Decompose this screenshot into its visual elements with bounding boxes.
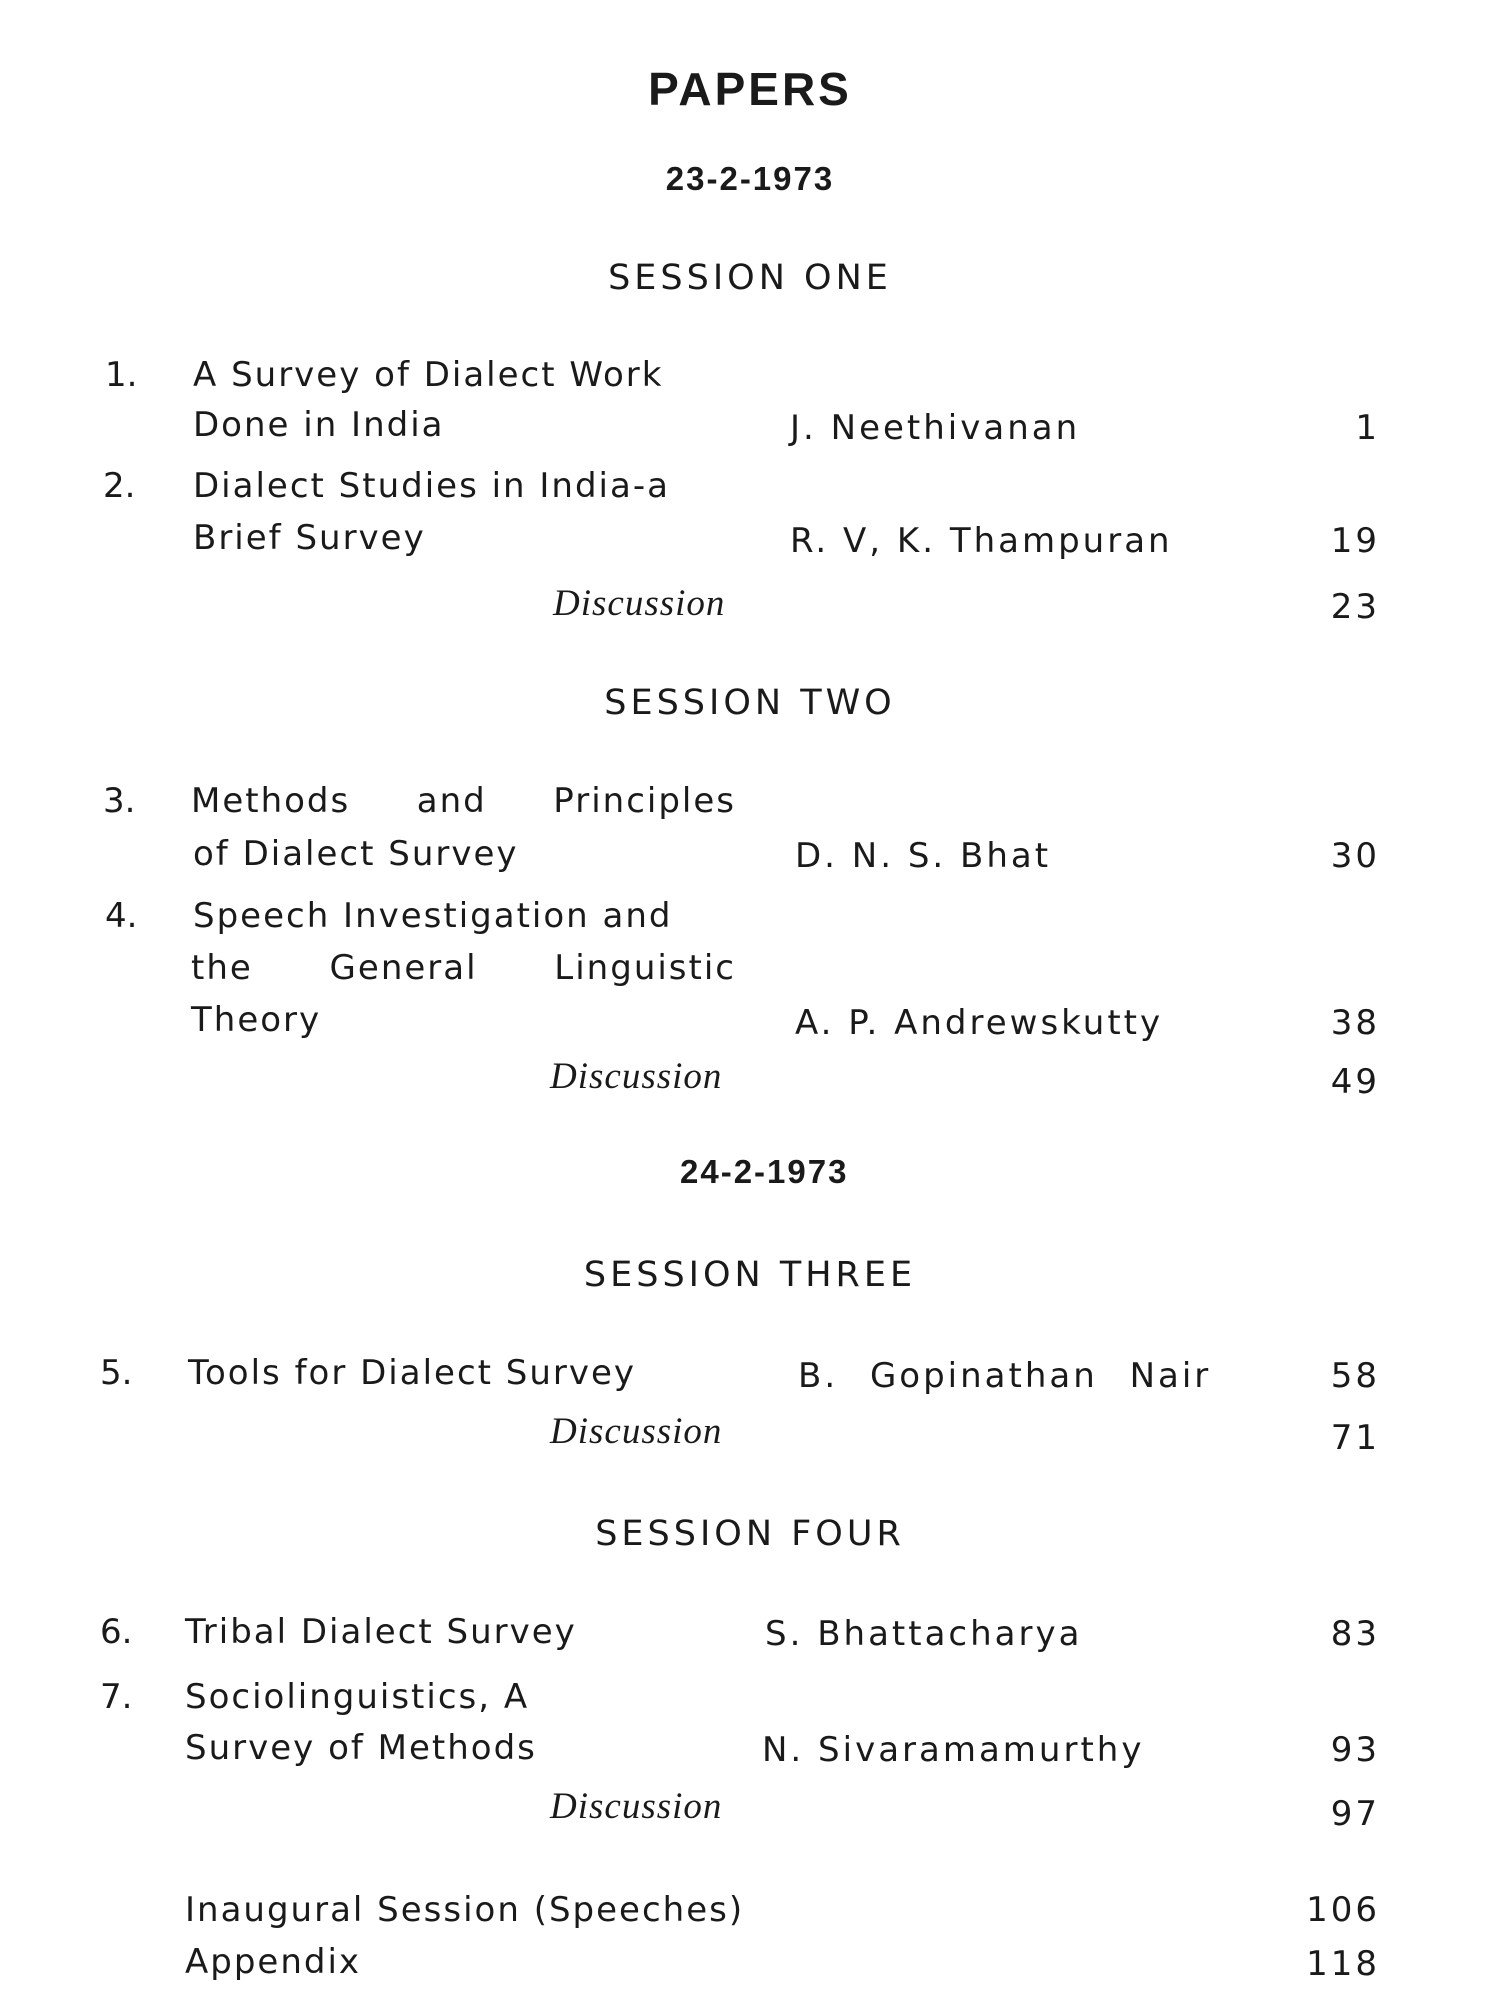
- paper-number: 7.: [100, 1677, 133, 1717]
- page-number: 49: [1330, 1062, 1380, 1102]
- paper-title-line: Speech Investigation and: [193, 896, 673, 936]
- paper-number: 5.: [100, 1353, 133, 1393]
- paper-author: R. V, K. Thampuran: [790, 521, 1173, 561]
- back-matter-label: Inaugural Session (Speeches): [185, 1890, 745, 1930]
- page-number: 93: [1330, 1730, 1380, 1770]
- paper-title-line: Dialect Studies in India-a: [193, 466, 670, 506]
- paper-title-line: Brief Survey: [193, 518, 426, 558]
- discussion-label: Discussion: [550, 1411, 723, 1452]
- page-number: 23: [1330, 587, 1380, 627]
- session-heading: SESSION FOUR: [595, 1514, 905, 1554]
- paper-author: B. Gopinathan Nair: [798, 1356, 1212, 1396]
- page-number: 38: [1330, 1003, 1380, 1043]
- session-heading: SESSION TWO: [604, 683, 896, 723]
- date-heading: 24-2-1973: [680, 1153, 849, 1190]
- paper-number: 2.: [103, 466, 136, 506]
- page-number: 30: [1330, 836, 1380, 876]
- page-number: 58: [1330, 1356, 1380, 1396]
- paper-title-line: Done in India: [193, 405, 445, 445]
- paper-title-line: Tribal Dialect Survey: [185, 1612, 577, 1652]
- page-number: 1: [1355, 408, 1380, 448]
- paper-number: 4.: [105, 896, 138, 936]
- paper-title-line: Survey of Methods: [185, 1728, 537, 1768]
- paper-title-line: Sociolinguistics, A: [185, 1677, 530, 1717]
- paper-author: J. Neethivanan: [790, 408, 1081, 448]
- paper-author: S. Bhattacharya: [765, 1614, 1083, 1654]
- paper-number: 1.: [105, 355, 138, 395]
- page-number: 71: [1330, 1418, 1380, 1458]
- page-title: PAPERS: [648, 63, 852, 115]
- discussion-label: Discussion: [550, 1056, 723, 1097]
- paper-title-line: the General Linguistic: [191, 948, 736, 988]
- discussion-label: Discussion: [550, 1786, 723, 1827]
- discussion-label: Discussion: [553, 583, 726, 624]
- page-number: 19: [1330, 521, 1380, 561]
- paper-number: 6.: [100, 1612, 133, 1652]
- paper-title-line: Methods and Principles: [191, 781, 736, 821]
- paper-title-line: Tools for Dialect Survey: [188, 1353, 637, 1393]
- session-heading: SESSION THREE: [583, 1255, 917, 1295]
- page-number: 97: [1330, 1794, 1380, 1834]
- page-number: 106: [1306, 1890, 1380, 1930]
- session-heading: SESSION ONE: [608, 258, 892, 298]
- date-heading: 23-2-1973: [665, 160, 835, 197]
- page-number: 118: [1306, 1944, 1380, 1984]
- paper-author: N. Sivaramamurthy: [762, 1730, 1145, 1770]
- paper-author: A. P. Andrewskutty: [795, 1003, 1164, 1043]
- paper-number: 3.: [103, 781, 136, 821]
- back-matter-label: Appendix: [185, 1942, 362, 1982]
- paper-title-line: A Survey of Dialect Work: [193, 355, 664, 395]
- paper-title-line: of Dialect Survey: [193, 834, 519, 874]
- page-number: 83: [1330, 1614, 1380, 1654]
- paper-title-line: Theory: [191, 1000, 322, 1040]
- paper-author: D. N. S. Bhat: [795, 836, 1052, 876]
